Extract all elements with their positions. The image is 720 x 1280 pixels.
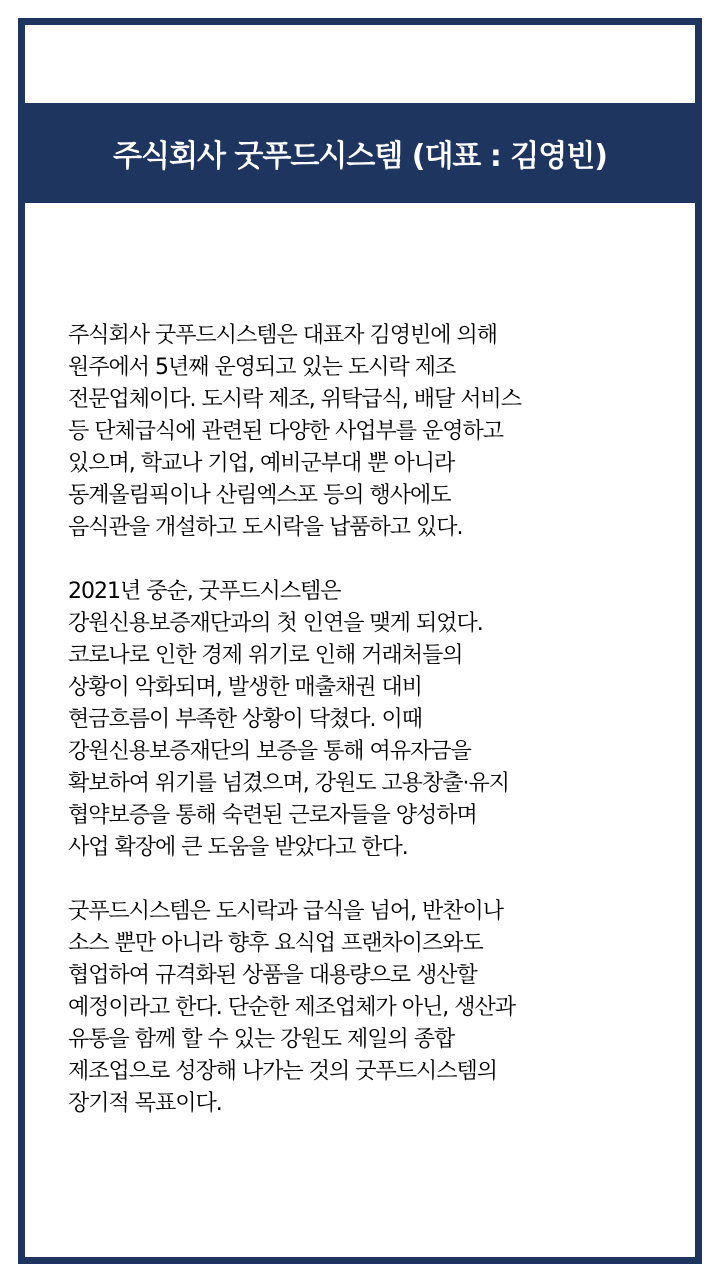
text-line: 음식관을 개설하고 도시락을 납품하고 있다.: [68, 515, 463, 540]
text-line: 사업 확장에 큰 도움을 받았다고 한다.: [68, 835, 408, 860]
paragraph-2: [68, 576, 668, 864]
paragraph-1: [68, 320, 668, 544]
text-line: 강원신용보증재단과의 첫 인연을 맺게 되었다.: [68, 611, 483, 636]
text-line: 협약보증을 통해 숙련된 근로자들을 양성하며: [68, 803, 477, 828]
text-line: 등 단체급식에 관련된 다양한 사업부를 운영하고: [68, 419, 504, 444]
text-line: 확보하여 위기를 넘겼으며, 강원도 고용창출·유지: [68, 771, 510, 796]
page-title: 주식회사 굿푸드시스템 (대표 : 김영빈): [113, 139, 607, 174]
text-line: 협업하여 규격화된 상품을 대용량으로 생산할: [68, 963, 477, 988]
text-line: 원주에서 5년째 운영되고 있는 도시락 제조: [68, 355, 456, 380]
text-line: 굿푸드시스템은 도시락과 급식을 넘어, 반찬이나: [68, 899, 504, 924]
text-line: 유통을 함께 할 수 있는 강원도 제일의 종합: [68, 1027, 455, 1052]
text-line: 장기적 목표이다.: [68, 1091, 222, 1116]
text-line: 제조업으로 성장해 나가는 것의 굿푸드시스템의: [68, 1059, 498, 1084]
text-line: 현금흐름이 부족한 상황이 닥쳤다. 이때: [68, 707, 422, 732]
article-body: [68, 320, 668, 1120]
text-line: 전문업체이다. 도시락 제조, 위탁급식, 배달 서비스: [68, 387, 521, 412]
text-line: 예정이라고 한다. 단순한 제조업체가 아닌, 생산과: [68, 995, 515, 1020]
title-banner: [25, 103, 695, 203]
document-frame: [18, 18, 702, 1264]
text-line: 코로나로 인한 경제 위기로 인해 거래처들의: [68, 643, 463, 668]
text-line: 상황이 악화되며, 발생한 매출채권 대비: [68, 675, 422, 700]
text-line: 주식회사 굿푸드시스템은 대표자 김영빈에 의해: [68, 323, 498, 348]
text-line: 2021년 중순, 굿푸드시스템은: [68, 579, 341, 604]
paragraph-3: [68, 896, 668, 1120]
text-line: 소스 뿐만 아니라 향후 요식업 프랜차이즈와도: [68, 931, 483, 956]
text-line: 동계올림픽이나 산림엑스포 등의 행사에도: [68, 483, 451, 508]
text-line: 있으며, 학교나 기업, 예비군부대 뿐 아니라: [68, 451, 455, 476]
text-line: 강원신용보증재단의 보증을 통해 여유자금을: [68, 739, 471, 764]
